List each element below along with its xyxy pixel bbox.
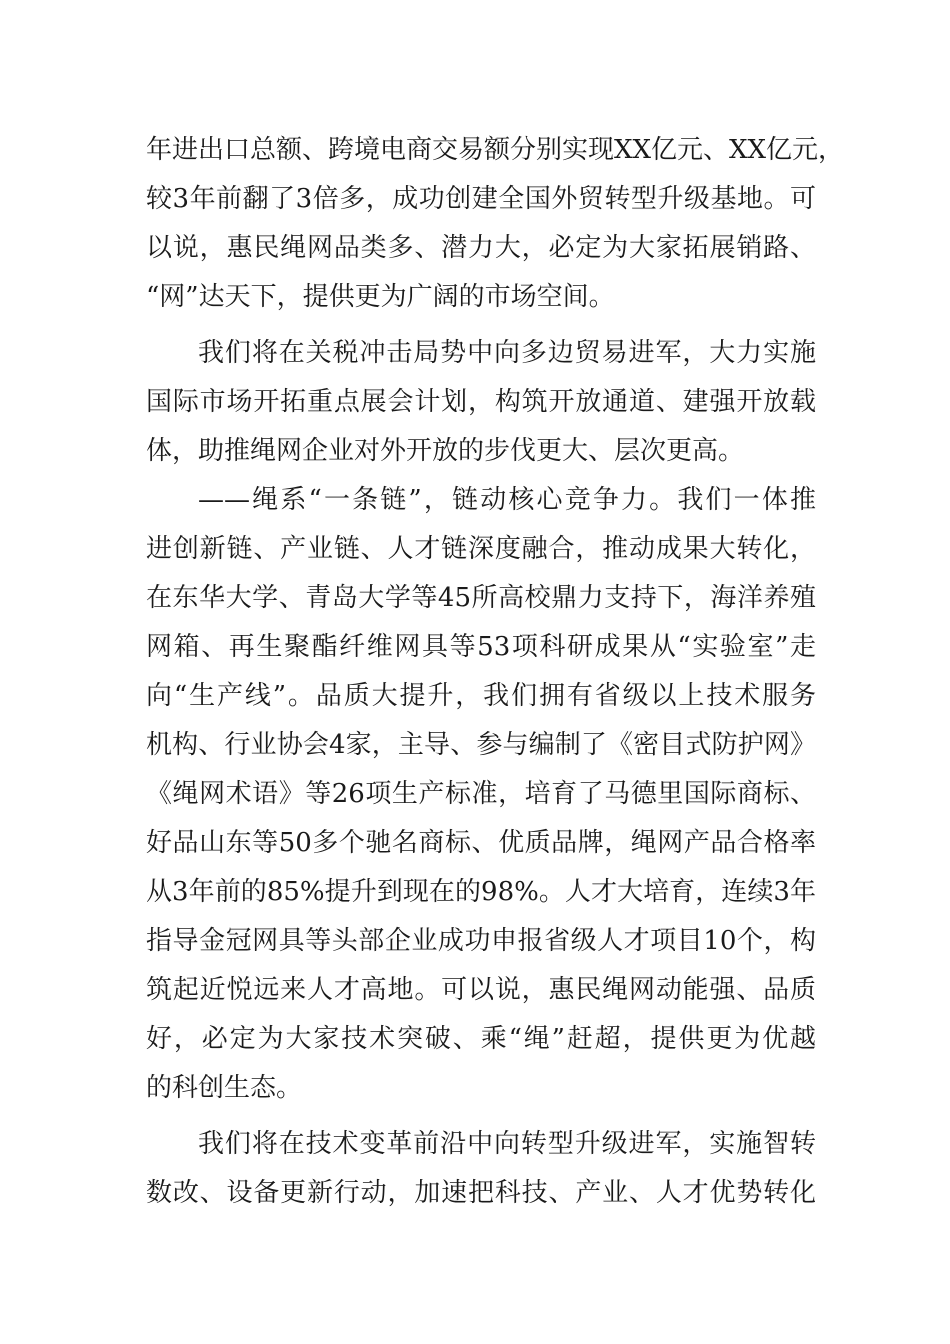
text-line: 数改、设备更新行动，加速把科技、产业、人才优势转化 [146, 1178, 816, 1208]
text-line: 我们将在技术变革前沿中向转型升级进军，实施智转 [198, 1129, 816, 1159]
text-line: 较3年前翻了3倍多，成功创建全国外贸转型升级基地。可 [146, 184, 816, 214]
text-line: 国际市场开拓重点展会计划，构筑开放通道、建强开放载 [146, 387, 816, 417]
text-line: 进创新链、产业链、人才链深度融合，推动成果大转化， [146, 534, 816, 564]
text-line: 机构、行业协会4家，主导、参与编制了《密目式防护网》 [146, 730, 816, 760]
text-line: 指导金冠网具等头部企业成功申报省级人才项目10个，构 [146, 926, 816, 956]
text-line: 我们将在关税冲击局势中向多边贸易进军，大力实施 [198, 338, 816, 368]
text-line: 好品山东等50多个驰名商标、优质品牌，绳网产品合格率 [146, 828, 816, 858]
text-line: 筑起近悦远来人才高地。可以说，惠民绳网动能强、品质 [146, 975, 816, 1005]
text-line: 《绳网术语》等26项生产标准，培育了马德里国际商标、 [146, 779, 816, 809]
text-line: 的科创生态。 [146, 1073, 303, 1103]
text-line: 网箱、再生聚酯纤维网具等53项科研成果从“实验室”走 [146, 632, 816, 662]
text-line: 好，必定为大家技术突破、乘“绳”赶超，提供更为优越 [146, 1024, 816, 1054]
text-line: 以说，惠民绳网品类多、潜力大，必定为大家拓展销路、 [146, 233, 816, 263]
text-line: 向“生产线”。品质大提升，我们拥有省级以上技术服务 [146, 681, 816, 711]
text-line: 年进出口总额、跨境电商交易额分别实现XX亿元、XX亿元， [146, 135, 845, 165]
text-line: “网”达天下，提供更为广阔的市场空间。 [146, 282, 615, 312]
text-line: 体，助推绳网企业对外开放的步伐更大、层次更高。 [146, 436, 745, 466]
text-line: 从3年前的85%提升到现在的98%。人才大培育，连续3年 [146, 877, 816, 907]
text-line: ——绳系“一条链”，链动核心竞争力。我们一体推 [198, 485, 816, 515]
text-line: 在东华大学、青岛大学等45所高校鼎力支持下，海洋养殖 [146, 583, 816, 613]
